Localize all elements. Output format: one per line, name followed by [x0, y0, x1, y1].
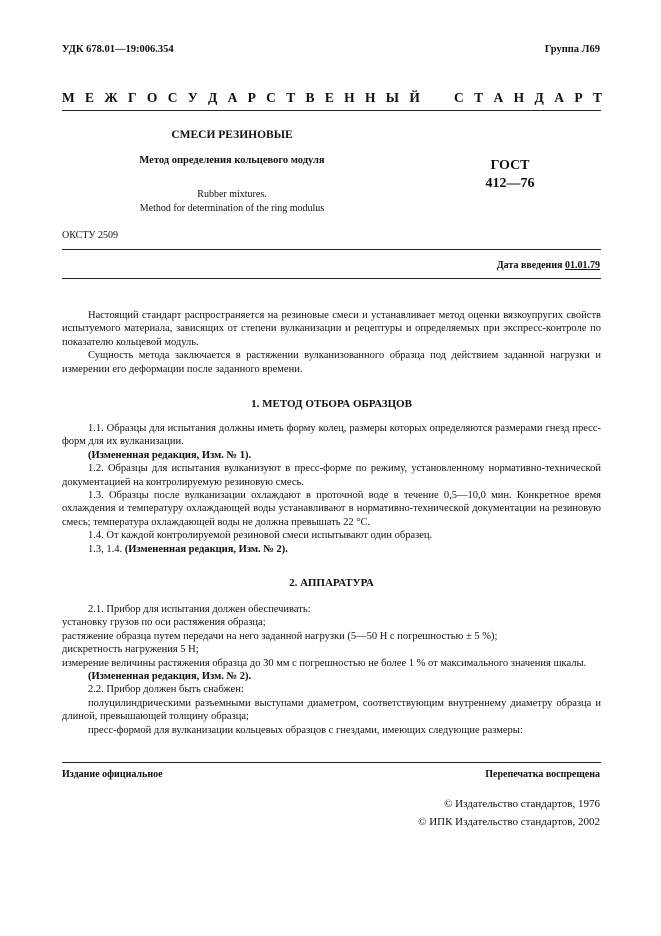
- banner-letter: У: [187, 90, 198, 105]
- copyright-line: © ИПК Издательство стандартов, 2002: [418, 816, 600, 828]
- section-2-body: [62, 603, 601, 737]
- intro-text: [62, 309, 601, 376]
- okstu-code: ОКСТУ 2509: [62, 230, 119, 241]
- banner-letter: А: [227, 90, 238, 105]
- amendment-note: (Измененная редакция, Изм. № 2).: [124, 543, 288, 555]
- list-item: дискретность нагружения 5 Н;: [62, 644, 199, 656]
- intro-date: [497, 260, 600, 271]
- banner-letter: Д: [534, 90, 544, 105]
- english-title-line1: Rubber mixtures.: [197, 189, 267, 200]
- amendment-note: (Измененная редакция, Изм. № 1).: [88, 449, 252, 461]
- section-2-heading: 2. АППАРАТУРА: [289, 577, 374, 589]
- banner-letter: С: [266, 90, 276, 105]
- footer-rule: [62, 762, 601, 763]
- banner-letter: Т: [474, 90, 484, 105]
- banner-word-interstate: [62, 90, 420, 106]
- english-title-line2: Method for determination of the ring modulus: [139, 203, 325, 214]
- banner-letter: М: [62, 90, 75, 105]
- banner-letter: Н: [344, 90, 355, 105]
- banner-letter: Н: [513, 90, 525, 105]
- banner-letter: Е: [324, 90, 334, 105]
- paragraph-1-2: 1.2. Образцы для испытания вулканизуют в пресс-форме по режиму, установленному нормативно-технической документацией на контролируемую резиновую смесь.: [62, 463, 601, 488]
- banner-word-standard: [454, 90, 602, 106]
- list-item: растяжение образца путем передачи на него заданной нагрузки (5—50 Н с погрешностью ± 5 %);: [62, 630, 498, 642]
- banner-letter: Н: [364, 90, 376, 105]
- document-method: Метод определения кольцевого модуля: [139, 155, 325, 166]
- official-edition: Издание официальное: [62, 769, 163, 780]
- banner-letter: Г: [128, 90, 137, 105]
- gost-label: ГОСТ: [490, 158, 530, 173]
- paragraph-2-1: 2.1. Прибор для испытания должен обеспечивать:: [88, 604, 311, 615]
- amendment-prefix: 1.3, 1.4.: [88, 543, 123, 555]
- group-code: Группа Л69: [544, 44, 600, 55]
- date-rule: [62, 278, 601, 279]
- banner-letter: О: [146, 90, 158, 105]
- amendment-note: (Измененная редакция, Изм. № 2).: [88, 671, 252, 683]
- intro-paragraph: Сущность метода заключается в растяжении вулканизованного образца под действием заданной нагрузки и измерении его деформации после заданного времени.: [62, 350, 601, 375]
- english-title: [62, 188, 402, 216]
- banner-letter: А: [554, 90, 564, 105]
- intro-paragraph: Настоящий стандарт распространяется на резиновые смеси и устанавливает метод оценки вязкоупругих свойств испытуемого материала, зависящих от степени вулканизации и рецептуры и определяемых при экспресс-контроле по показателю кольцевой модуль.: [62, 310, 601, 348]
- intro-date-label: Дата введения: [496, 260, 563, 271]
- okstu-rule: [62, 249, 601, 250]
- copyright-block: [418, 795, 600, 831]
- udk-code: УДК 678.01—19:006.354: [62, 44, 174, 55]
- reprint-notice: Перепечатка воспрещена: [485, 769, 600, 780]
- amendment-line: [62, 543, 601, 556]
- list-item: пресс-формой для вулканизации кольцевых образцов с гнездами, имеющих следующие размеры:: [88, 724, 523, 736]
- banner-letter: А: [493, 90, 504, 105]
- list-item: полуцилиндрическими разъемными выступами диаметром, соответствующим внутреннему диаметру образца и длиной, превышающей толщину образца;: [62, 697, 601, 723]
- copyright-line: © Издательство стандартов, 1976: [444, 798, 600, 810]
- list-item: установку грузов по оси растяжения образца;: [62, 617, 266, 629]
- banner-letter: С: [454, 90, 464, 105]
- banner-letter: Й: [409, 90, 420, 105]
- standard-banner: [62, 90, 602, 106]
- gost-number: 412—76: [485, 176, 535, 191]
- document-title: СМЕСИ РЕЗИНОВЫЕ: [171, 129, 293, 141]
- list-item: измерение величины растяжения образца до 30 мм с погрешностью не более 1 % от максимального значения шкалы.: [62, 657, 587, 669]
- paragraph-2-2: 2.2. Прибор должен быть снабжен:: [88, 684, 244, 696]
- banner-letter: Р: [247, 90, 256, 105]
- banner-letter: Е: [85, 90, 95, 105]
- banner-letter: С: [167, 90, 178, 105]
- intro-date-value: 01.01.79: [565, 260, 600, 271]
- banner-letter: Т: [286, 90, 296, 105]
- paragraph-1-1: 1.1. Образцы для испытания должны иметь форму колец, размеры которых определяются размерами гнезд пресс-форм для их вулканизации.: [62, 423, 601, 448]
- paragraph-1-3: 1.3. Образцы после вулканизации охлаждают в проточной воде в течение 0,5—10,0 мин. Конкретное время охлаждения и температуру охлаждающей воды устанавливают в нормативно-технической документации на резиновую смесь; температура охлаждающей воды не должна превышать 22 °С.: [62, 490, 601, 528]
- banner-letter: Р: [574, 90, 583, 105]
- banner-letter: Т: [592, 90, 602, 105]
- section-1-heading: 1. МЕТОД ОТБОРА ОБРАЗЦОВ: [251, 398, 412, 410]
- banner-letter: Ж: [104, 90, 118, 105]
- paragraph-1-4: 1.4. От каждой контролируемой резиновой смеси испытывают один образец.: [88, 530, 433, 542]
- banner-rule: [62, 110, 601, 111]
- banner-letter: Ы: [385, 90, 400, 105]
- banner-letter: В: [305, 90, 315, 105]
- section-1-body: [62, 422, 601, 556]
- gost-block: [460, 157, 560, 193]
- banner-letter: Д: [207, 90, 218, 105]
